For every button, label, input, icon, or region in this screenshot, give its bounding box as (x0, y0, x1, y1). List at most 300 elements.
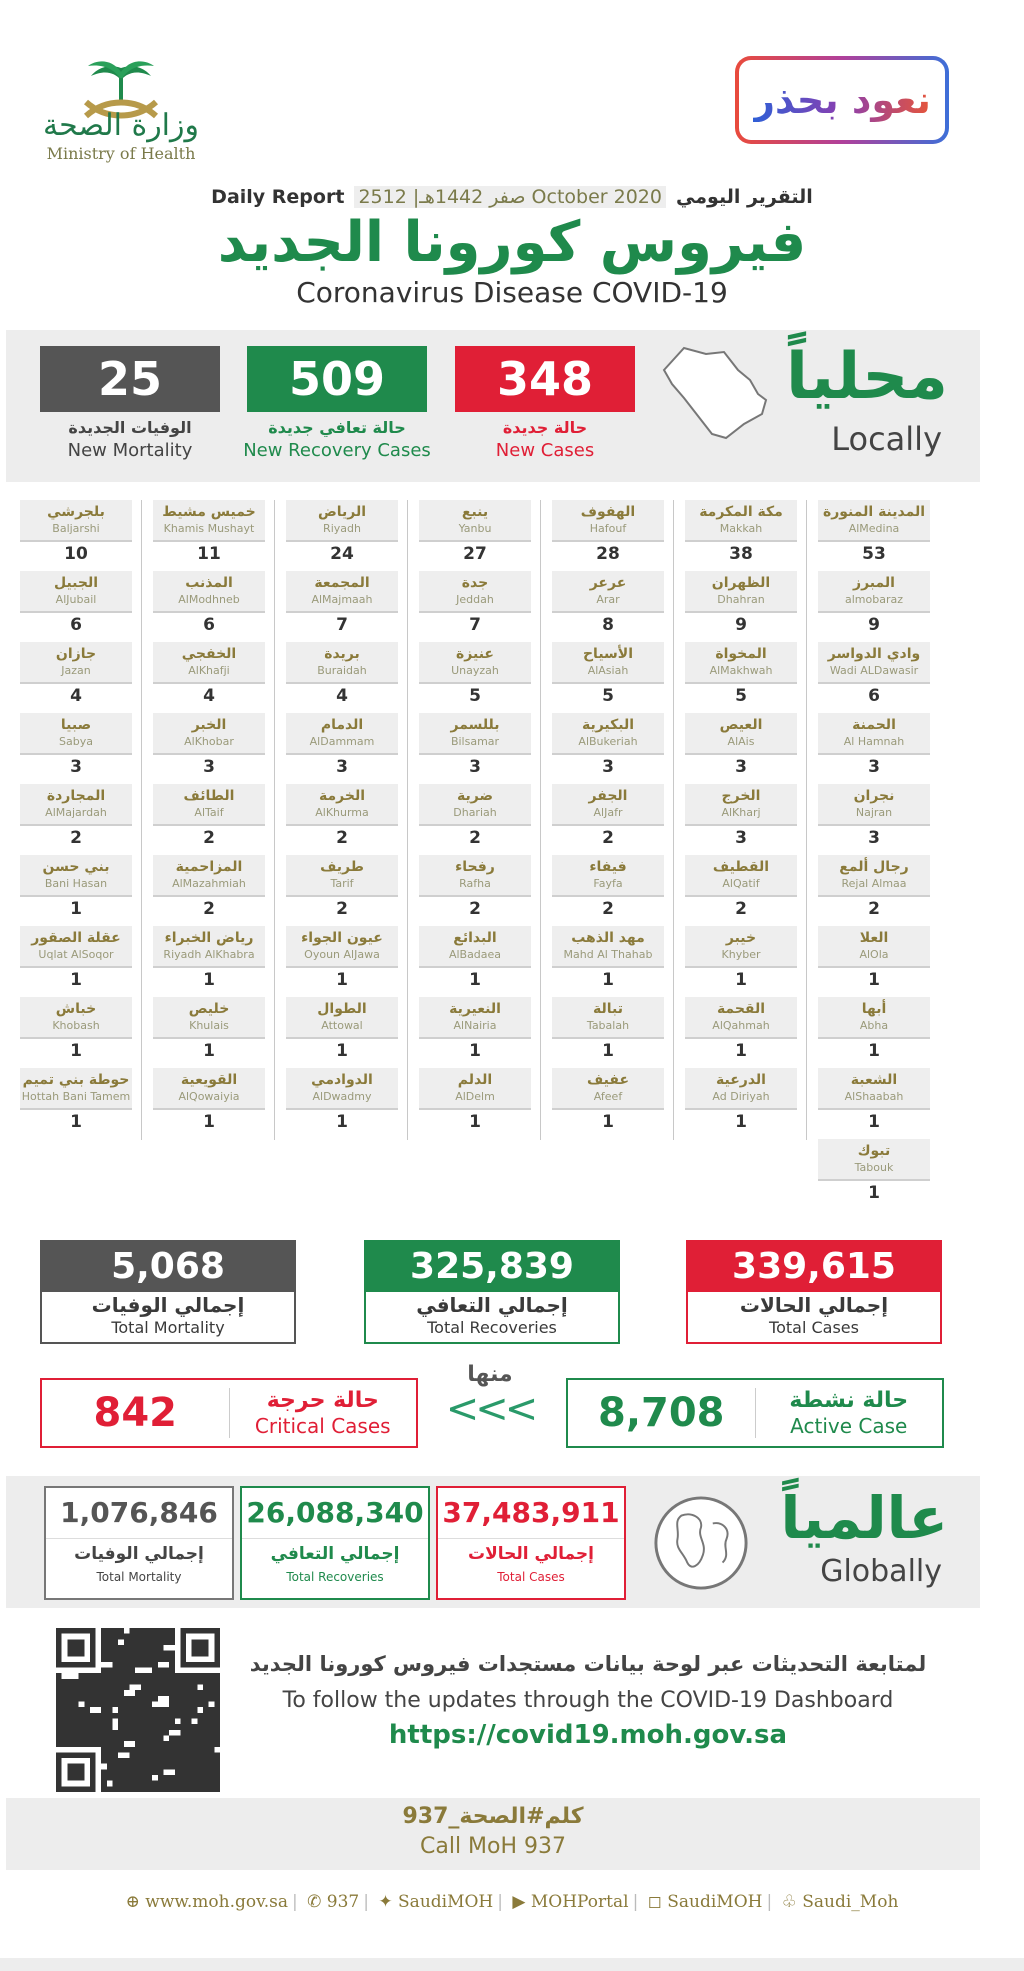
city-name-en: Bilsamar (450, 735, 500, 748)
city-name-en: almobaraz (844, 593, 903, 606)
city-value: 27 (463, 544, 487, 564)
column-divider (141, 500, 142, 1140)
global-recoveries-label-ar: إجمالي التعافي (270, 1544, 400, 1564)
city-name-ar: أبها (861, 1001, 887, 1017)
city-name-ar: حوطة بني تميم (22, 1072, 130, 1088)
city-item (818, 713, 930, 779)
city-value: 10 (64, 544, 88, 564)
city-name-ar: رجال ألمع (839, 859, 909, 875)
global-mortality-value: 1,076,846 (46, 1488, 232, 1539)
global-mortality-label-en: Total Mortality (96, 1570, 182, 1584)
city-name-ar: الخبر (191, 717, 227, 733)
city-value: 1 (868, 1041, 880, 1061)
city-name-ar: مهد الذهب (571, 930, 645, 946)
city-name-en: Bani Hasan (44, 877, 108, 890)
city-name-box (818, 571, 930, 613)
city-item (286, 713, 398, 779)
city-name-box (286, 926, 398, 968)
instagram-link[interactable]: SaudiMOH (667, 1892, 763, 1912)
city-value: 3 (868, 757, 880, 777)
city-value: 5 (735, 686, 747, 706)
city-item (552, 500, 664, 566)
city-item (286, 926, 398, 992)
social-links: ⊕ www.moh.gov.sa | ✆ 937 | ✦ SaudiMOH | ▶ MOHPortal | ◻ SaudiMOH | ♧ Saudi_Moh (125, 1892, 899, 1912)
city-name-ar: البكيرية (581, 717, 635, 733)
city-item (20, 642, 132, 708)
total-mortality-label-en: Total Mortality (111, 1318, 225, 1337)
city-name-ar: الجبيل (53, 575, 99, 591)
city-item (818, 784, 930, 850)
city-name-en: AlQahmah (712, 1019, 770, 1032)
city-name-ar: عقلة الصقور (31, 930, 121, 946)
city-name-box (20, 500, 132, 542)
city-name-box (685, 784, 797, 826)
city-value: 1 (469, 1041, 481, 1061)
city-name-ar: الأسياح (582, 646, 634, 662)
city-name-en: Oyoun AlJawa (304, 948, 380, 961)
city-name-en: AlKhurma (315, 806, 369, 819)
city-name-ar: خيبر (725, 930, 757, 946)
city-value: 1 (735, 970, 747, 990)
city-name-ar: الخرمة (318, 788, 365, 804)
city-name-box (153, 571, 265, 613)
city-name-box (552, 713, 664, 755)
city-name-en: Riyadh (323, 522, 361, 535)
city-name-en: Mahd Al Thahab (563, 948, 653, 961)
active-case-label-en: Active Case (790, 1414, 908, 1438)
city-name-en: AlMajardah (45, 806, 107, 819)
city-name-en: Najran (855, 806, 893, 819)
city-item (818, 926, 930, 992)
city-name-ar: مكة المكرمة (699, 504, 783, 520)
city-name-en: Riyadh AlKhabra (163, 948, 255, 961)
city-name-ar: الجفر (588, 788, 628, 804)
city-name-box (419, 642, 531, 684)
city-value: 2 (336, 828, 348, 848)
critical-cases-label-ar: حالة حرجة (266, 1388, 379, 1413)
city-name-en: Baljarshi (52, 522, 100, 535)
city-name-ar: الخفجي (181, 646, 237, 662)
city-value: 2 (70, 828, 82, 848)
city-name-ar: الظهران (711, 575, 771, 591)
city-value: 2 (336, 899, 348, 919)
new-recovery-label-en: New Recovery Cases (243, 440, 431, 461)
city-name-ar: جدة (461, 575, 489, 591)
city-name-ar: العيص (719, 717, 763, 733)
city-value: 8 (602, 615, 614, 635)
city-name-box (20, 1068, 132, 1110)
new-mortality-box (40, 346, 220, 412)
twitter-icon: ✦ (378, 1892, 393, 1912)
city-value: 1 (735, 1041, 747, 1061)
city-value: 2 (469, 828, 481, 848)
saudi-map (654, 340, 774, 444)
locally-label-en: Locally (831, 420, 942, 458)
city-name-ar: القويعية (180, 1072, 238, 1088)
city-value: 11 (197, 544, 221, 564)
city-value: 7 (336, 615, 348, 635)
city-name-box (20, 926, 132, 968)
city-name-box (552, 571, 664, 613)
city-value: 3 (469, 757, 481, 777)
city-name-en: Unayzah (451, 664, 499, 677)
global-recoveries-label-en: Total Recoveries (286, 1570, 384, 1584)
city-name-ar: المجمعة (314, 575, 370, 591)
city-item (20, 926, 132, 992)
city-name-box (20, 642, 132, 684)
city-item (286, 500, 398, 566)
city-name-ar: رفحاء (455, 859, 495, 875)
city-value: 5 (469, 686, 481, 706)
city-name-box (552, 642, 664, 684)
city-name-en: AlJafr (593, 806, 623, 819)
city-name-en: AlModhneb (178, 593, 240, 606)
new-mortality-label-ar: الوفيات الجديدة (68, 418, 192, 437)
city-item (419, 642, 531, 708)
city-name-en: AlNairia (453, 1019, 497, 1032)
city-name-ar: بلجرشي (47, 504, 105, 520)
city-item (552, 855, 664, 921)
total-mortality-label-ar: إجمالي الوفيات (91, 1293, 245, 1317)
city-name-en: Tabalah (586, 1019, 630, 1032)
city-name-ar: القحمة (716, 1001, 766, 1017)
city-value: 1 (203, 1041, 215, 1061)
city-item (20, 997, 132, 1063)
city-name-en: AlBadaea (448, 948, 502, 961)
city-name-box (419, 571, 531, 613)
city-value: 2 (735, 899, 747, 919)
city-name-box (685, 926, 797, 968)
city-name-en: Uqlat AlSoqor (38, 948, 114, 961)
arrows-icon: <<< (445, 1386, 535, 1432)
city-item (818, 1068, 930, 1134)
column-divider (673, 500, 674, 1140)
city-name-box (552, 1068, 664, 1110)
city-name-en: Makkah (719, 522, 763, 535)
global-cases-card (436, 1486, 626, 1600)
city-name-box (20, 784, 132, 826)
city-name-en: AlAis (727, 735, 755, 748)
follow-text-en: To follow the updates through the COVID-19 Dashboard (282, 1688, 894, 1713)
city-name-box (20, 997, 132, 1039)
follow-text-ar: لمتابعة التحديثات عبر لوحة بيانات مستجدات فيروس كورونا الجديد (249, 1652, 927, 1676)
city-value: 7 (469, 615, 481, 635)
city-name-en: AlKharj (721, 806, 761, 819)
city-name-box (818, 855, 930, 897)
global-mortality-card (44, 1486, 234, 1600)
city-value: 3 (868, 828, 880, 848)
city-item (286, 997, 398, 1063)
city-value: 2 (602, 899, 614, 919)
page-title-en: Coronavirus Disease COVID-19 (296, 276, 728, 309)
city-name-en: AlJubail (55, 593, 97, 606)
city-name-box (286, 642, 398, 684)
youtube-icon: ▶ (512, 1892, 526, 1912)
city-item (20, 1068, 132, 1134)
city-name-ar: وادي الدواسر (827, 646, 921, 662)
city-name-ar: المزاحمية (175, 859, 243, 875)
total-cases-label (686, 1292, 942, 1344)
city-item (20, 784, 132, 850)
qr-code[interactable] (56, 1628, 220, 1792)
city-name-en: AlDammam (309, 735, 375, 748)
moh-name-en: Ministry of Health (46, 144, 196, 163)
campaign-badge (735, 56, 949, 144)
city-name-ar: خباش (55, 1001, 97, 1017)
city-name-en: Arar (596, 593, 620, 606)
total-recoveries-card (364, 1240, 620, 1346)
city-name-box (685, 855, 797, 897)
city-item (20, 571, 132, 637)
city-name-ar: البدائع (453, 930, 497, 946)
city-item (552, 571, 664, 637)
city-name-en: Buraidah (317, 664, 367, 677)
city-name-en: Dhahran (717, 593, 765, 606)
report-label-en: Daily Report (211, 186, 345, 208)
youtube-link[interactable]: MOHPortal (530, 1892, 629, 1912)
world-globe (652, 1494, 750, 1592)
city-value: 1 (602, 1112, 614, 1132)
global-recoveries-card (240, 1486, 430, 1600)
city-name-ar: النعيرية (449, 1001, 501, 1017)
city-value: 1 (868, 1183, 880, 1203)
city-name-en: Dhariah (453, 806, 497, 819)
total-cases-label-en: Total Cases (769, 1318, 859, 1337)
city-value: 6 (203, 615, 215, 635)
city-value: 1 (735, 1112, 747, 1132)
city-name-box (419, 855, 531, 897)
city-name-ar: الدلم (457, 1072, 493, 1088)
city-name-en: Khamis Mushayt (163, 522, 255, 535)
city-item (685, 997, 797, 1063)
city-name-box (153, 713, 265, 755)
city-name-box (818, 713, 930, 755)
of-which-label: منها (467, 1362, 513, 1387)
city-value: 3 (602, 757, 614, 777)
city-name-box (419, 926, 531, 968)
city-name-en: Fayfa (593, 877, 623, 890)
global-recoveries-value: 26,088,340 (242, 1488, 428, 1539)
city-value: 24 (330, 544, 354, 564)
city-name-en: AlMajmaah (311, 593, 373, 606)
city-name-box (419, 784, 531, 826)
city-name-ar: نجران (853, 788, 895, 804)
website-link[interactable]: www.moh.gov.sa (145, 1892, 288, 1912)
city-name-box (685, 997, 797, 1039)
city-name-en: Rafha (459, 877, 491, 890)
city-item (419, 997, 531, 1063)
city-name-ar: عفيف (586, 1072, 630, 1088)
city-item (552, 997, 664, 1063)
active-case-label-ar: حالة نشطة (789, 1388, 909, 1413)
city-name-ar: الشعبة (850, 1072, 898, 1088)
city-name-en: Tabouk (854, 1161, 894, 1174)
snapchat-link[interactable]: Saudi_Moh (802, 1892, 899, 1912)
city-name-en: AlKhobar (184, 735, 234, 748)
city-name-ar: عنيزة (456, 646, 494, 662)
city-value: 5 (602, 686, 614, 706)
city-name-box (286, 571, 398, 613)
city-item (286, 642, 398, 708)
city-item (818, 855, 930, 921)
city-value: 6 (868, 686, 880, 706)
city-item (419, 571, 531, 637)
city-name-en: AlDwadmy (312, 1090, 372, 1103)
total-mortality-label (40, 1292, 296, 1344)
city-value: 2 (868, 899, 880, 919)
city-item (552, 1068, 664, 1134)
city-value: 2 (602, 828, 614, 848)
city-item (153, 997, 265, 1063)
city-name-en: Afeef (593, 1090, 623, 1103)
city-item (153, 500, 265, 566)
city-name-en: AlMakhwah (709, 664, 773, 677)
column-divider (274, 500, 275, 1140)
city-name-ar: بريدة (324, 646, 360, 662)
city-name-box (419, 713, 531, 755)
city-name-ar: العلا (859, 930, 889, 946)
city-item (685, 855, 797, 921)
city-item (286, 1068, 398, 1134)
city-name-ar: صبيا (60, 717, 92, 733)
city-name-en: Jeddah (456, 593, 494, 606)
city-item (552, 713, 664, 779)
city-value: 2 (203, 828, 215, 848)
city-item (419, 1068, 531, 1134)
global-cases-value: 37,483,911 (438, 1488, 624, 1539)
phone-link[interactable]: 937 (326, 1892, 360, 1912)
city-name-ar: الخرج (721, 788, 761, 804)
total-recoveries-label (364, 1292, 620, 1344)
new-mortality-label-en: New Mortality (67, 440, 193, 461)
dashboard-link[interactable]: https://covid19.moh.gov.sa (388, 1720, 788, 1750)
new-cases-label-ar: حالة جديدة (502, 418, 588, 437)
city-name-en: AlAsiah (587, 664, 629, 677)
active-case-box (566, 1378, 944, 1448)
city-name-box (286, 713, 398, 755)
city-name-box (685, 571, 797, 613)
city-name-box (552, 500, 664, 542)
globe-icon: ⊕ (125, 1892, 140, 1912)
city-name-en: AlKhafji (188, 664, 230, 677)
city-name-ar: ضرية (457, 788, 493, 804)
city-name-en: AlShaabah (844, 1090, 904, 1103)
city-item (153, 1068, 265, 1134)
city-name-box (552, 926, 664, 968)
city-name-box (20, 713, 132, 755)
city-name-ar: بني حسن (42, 859, 110, 875)
city-name-ar: الرياض (317, 504, 367, 520)
city-item (685, 926, 797, 992)
city-value: 1 (203, 1112, 215, 1132)
city-name-box (818, 1068, 930, 1110)
city-name-ar: المدينة المنورة (822, 504, 926, 520)
city-item (552, 642, 664, 708)
city-value: 1 (868, 970, 880, 990)
city-item (818, 997, 930, 1063)
call-text-en: Call MoH 937 (419, 1834, 567, 1859)
city-value: 4 (70, 686, 82, 706)
city-name-en: AlBukeriah (578, 735, 638, 748)
city-item (685, 784, 797, 850)
global-mortality-label-ar: إجمالي الوفيات (74, 1544, 204, 1564)
city-value: 1 (70, 970, 82, 990)
city-name-en: Khyber (721, 948, 761, 961)
city-name-en: Khulais (189, 1019, 229, 1032)
city-name-en: Attowal (321, 1019, 363, 1032)
city-name-box (286, 997, 398, 1039)
city-item (153, 855, 265, 921)
city-name-box (552, 784, 664, 826)
critical-cases-box (40, 1378, 418, 1448)
city-name-ar: خميس مشيط (162, 504, 256, 520)
city-name-en: AlMedina (848, 522, 900, 535)
city-item (685, 1068, 797, 1134)
new-cases-label-en: New Cases (495, 440, 595, 461)
city-item (286, 571, 398, 637)
city-item (818, 1139, 930, 1205)
moh-name-ar: وزارة الصحة (43, 108, 199, 143)
globally-label-en: Globally (820, 1554, 942, 1589)
city-name-box (818, 642, 930, 684)
city-item (419, 855, 531, 921)
call-text-ar: كلم#الصحة_937 (402, 1804, 584, 1829)
city-name-box (685, 642, 797, 684)
city-name-en: Sabya (59, 735, 93, 748)
city-name-box (419, 997, 531, 1039)
city-name-box (153, 926, 265, 968)
city-value: 1 (336, 1041, 348, 1061)
city-item (552, 784, 664, 850)
city-name-box (818, 997, 930, 1039)
city-name-ar: المذنب (185, 575, 233, 591)
city-item (685, 713, 797, 779)
total-mortality-card (40, 1240, 296, 1346)
city-name-box (153, 500, 265, 542)
column-divider (407, 500, 408, 1140)
city-name-box (818, 1139, 930, 1181)
city-item (153, 571, 265, 637)
city-name-box (286, 500, 398, 542)
city-name-ar: عرعر (589, 575, 627, 591)
city-item (20, 500, 132, 566)
city-item (419, 926, 531, 992)
city-value: 1 (602, 1041, 614, 1061)
city-item (685, 642, 797, 708)
total-recoveries-value: 325,839 (364, 1240, 620, 1292)
city-grid (20, 500, 950, 1203)
city-name-box (20, 855, 132, 897)
city-name-en: Abha (859, 1019, 889, 1032)
city-value: 53 (862, 544, 886, 564)
city-name-en: Rejal Almaa (841, 877, 907, 890)
city-value: 6 (70, 615, 82, 635)
city-value: 3 (735, 757, 747, 777)
city-name-ar: فيفاء (589, 859, 627, 875)
city-value: 1 (469, 1112, 481, 1132)
new-recovery-box (247, 346, 427, 412)
city-name-en: AlQatif (722, 877, 760, 890)
city-name-ar: تبالة (593, 1001, 623, 1017)
city-name-box (20, 571, 132, 613)
city-value: 1 (469, 970, 481, 990)
twitter-link[interactable]: SaudiMOH (398, 1892, 494, 1912)
city-item (20, 713, 132, 779)
city-item (153, 784, 265, 850)
city-name-box (818, 926, 930, 968)
city-item (286, 784, 398, 850)
critical-cases-label-en: Critical Cases (254, 1414, 391, 1438)
